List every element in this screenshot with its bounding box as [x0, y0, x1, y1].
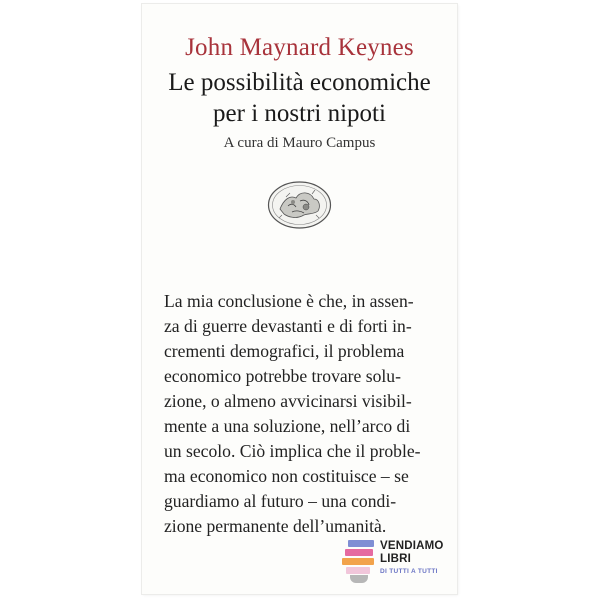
author-name: John Maynard Keynes	[185, 34, 414, 61]
book-stripe-pink	[345, 549, 373, 556]
quote-line: economico potrebbe trovare solu-	[164, 366, 401, 386]
vendiamo-libri-badge	[342, 536, 462, 592]
back-cover-quote	[164, 289, 446, 539]
quote-line: ma economico non costituisce – se	[164, 466, 409, 486]
quote-line: mente a una soluzione, nell’arco di	[164, 416, 411, 436]
book-cover	[142, 4, 457, 594]
title-line: Le possibilità economiche	[168, 69, 431, 96]
publisher-emblem-icon	[266, 179, 333, 231]
title-line: per i nostri nipoti	[213, 100, 386, 127]
quote-line: La mia conclusione è che, in assen-	[164, 291, 414, 311]
badge-tagline: DI TUTTI A TUTTI	[380, 568, 438, 575]
quote-line: za di guerre devastanti e di forti in-	[164, 316, 412, 336]
curator-credit: A cura di Mauro Campus	[223, 135, 376, 151]
quote-line: guardiamo al futuro – una condi-	[164, 491, 397, 511]
book-title	[142, 67, 457, 129]
badge-text-vendiamo: VENDIAMO	[380, 540, 444, 552]
book-stripe-blue	[348, 540, 374, 547]
quote-line: crementi demografici, il problema	[164, 341, 405, 361]
book-stripe-grey	[350, 575, 368, 583]
quote-line: zione permanente dell’umanità.	[164, 516, 387, 536]
book-stripe-light-pink	[346, 567, 370, 574]
badge-text-libri: LIBRI	[380, 553, 412, 565]
quote-line: zione, o almeno avvicinarsi visibil-	[164, 391, 412, 411]
book-stripe-orange	[342, 558, 374, 565]
quote-line: un secolo. Ciò implica che il proble-	[164, 441, 421, 461]
stacked-books-icon	[342, 536, 376, 588]
